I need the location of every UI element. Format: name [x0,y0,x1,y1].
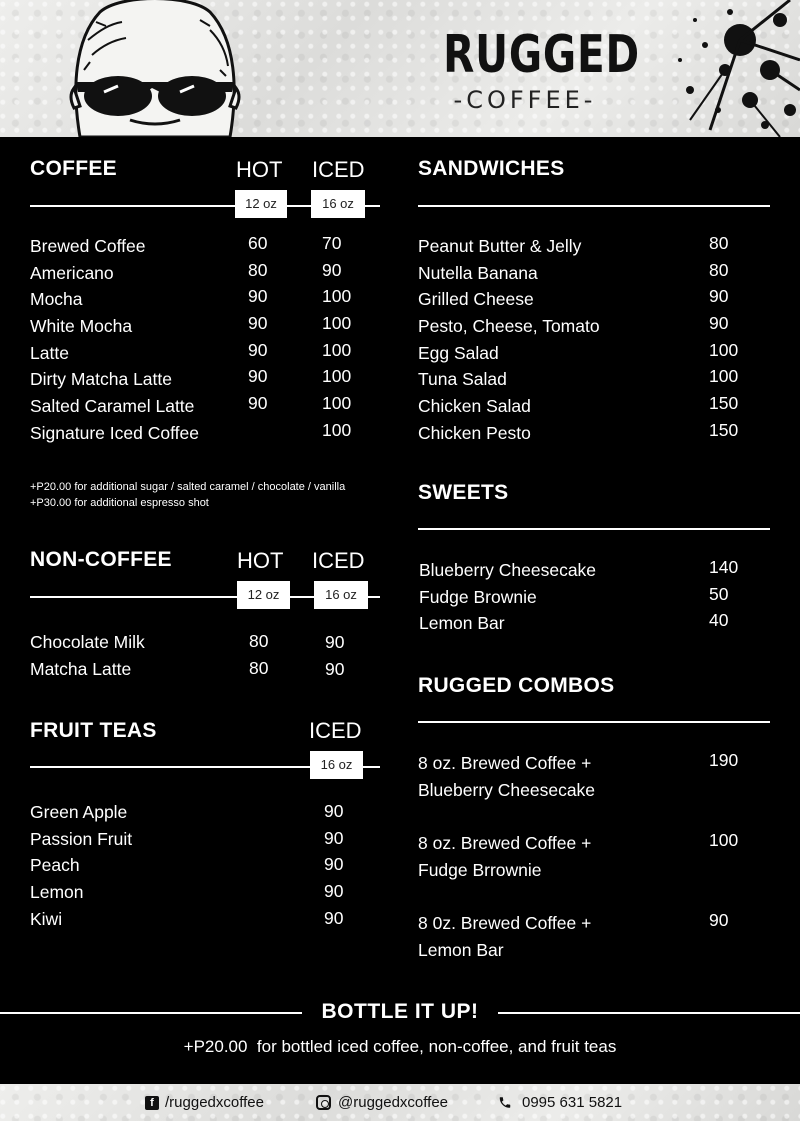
hot-price: 90 [248,339,268,360]
coffee-iced-size-badge: 16 oz [311,190,365,218]
bald-man-sunglasses-illustration [60,0,250,137]
item-name: Chicken Salad [418,396,531,417]
item-name: Latte [30,342,69,363]
item-name: Peanut Butter & Jelly [418,236,582,256]
item-price: 90 [709,286,729,307]
list-item [30,629,390,656]
list-item [30,879,390,906]
non-coffee-section-title: NON-COFFEE [30,548,172,571]
hot-price: 90 [248,286,268,307]
item-name: Nutella Banana [418,262,538,283]
list-item [418,393,778,420]
list-item [30,656,390,683]
list-item [30,852,390,879]
hot-price: 80 [249,631,269,651]
brand-subtitle: -COFFEE- [453,86,597,114]
sweets-section-title: SWEETS [418,481,509,504]
item-price: 150 [709,419,739,440]
sandwiches-list [418,233,778,447]
item-name: Salted Caramel Latte [30,396,195,417]
iced-price: 90 [324,827,344,848]
hot-price: 90 [248,313,268,334]
item-name: Passion Fruit [30,828,133,849]
coffee-hot-size-badge: 12 oz [235,190,287,218]
item-name: Mocha [30,289,83,310]
item-name: Fudge Brownie [419,586,537,607]
combo-item [418,910,778,963]
coffee-section-title: COFFEE [30,157,117,180]
item-name: Green Apple [30,802,128,822]
item-name: Americano [30,262,114,283]
item-name: Peach [30,855,80,876]
instagram-link[interactable] [316,1084,448,1121]
list-item [30,420,390,447]
list-item [30,393,390,420]
instagram-icon [316,1095,331,1110]
list-item [419,584,779,611]
list-item [30,313,390,340]
list-item [418,233,778,260]
list-item [418,286,778,313]
list-item [419,610,779,637]
combos-section-title: RUGGED COMBOS [418,674,615,697]
iced-price: 100 [322,286,352,307]
item-price: 50 [709,583,729,604]
coffee-iced-label: ICED [312,157,365,182]
combo-price: 90 [709,910,729,930]
facebook-link[interactable] [145,1084,264,1121]
hot-price: 60 [248,233,268,253]
fruit-teas-iced-size-badge: 16 oz [310,751,363,779]
iced-price: 90 [325,658,345,679]
bottle-note: +P20.00 for bottled iced coffee, non-coffee, and fruit teas [183,1037,617,1056]
facebook-icon: f [145,1096,159,1110]
iced-price: 90 [325,632,345,652]
combo-line-2: Fudge Brrownie [418,859,542,880]
item-name: White Mocha [30,316,133,337]
non-coffee-hot-size-badge: 12 oz [237,581,290,609]
list-item [30,366,390,393]
iced-price: 90 [322,259,342,280]
list-item [418,420,778,447]
item-name: Grilled Cheese [418,289,534,310]
coffee-hot-label: HOT [236,157,283,182]
list-item [418,260,778,287]
sandwiches-divider [418,205,770,207]
coffee-addon-note: +P30.00 for additional espresso shot [30,497,209,509]
list-item [419,557,779,584]
instagram-handle: @ruggedxcoffee [338,1094,449,1111]
item-name: Brewed Coffee [30,236,146,256]
iced-price: 90 [324,907,344,928]
item-price: 40 [709,610,729,631]
combo-line-2: Blueberry Cheesecake [418,779,596,800]
list-item [30,799,390,826]
item-price: 150 [709,393,739,414]
list-item [418,366,778,393]
footer [0,1084,800,1121]
iced-price: 100 [322,339,352,360]
sandwiches-section-title: SANDWICHES [418,157,565,180]
item-price: 90 [709,313,729,334]
list-item [418,313,778,340]
item-name: Lemon Bar [419,613,505,634]
iced-price: 90 [324,881,344,902]
item-price: 80 [709,259,729,280]
combos-divider [418,721,770,723]
brand-name: RUGGED [443,25,640,85]
fruit-teas-iced-label: ICED [309,718,362,743]
fruit-teas-list [30,799,390,932]
non-coffee-hot-label: HOT [237,548,284,573]
header [0,0,800,137]
iced-price: 100 [322,313,352,334]
non-coffee-iced-size-badge: 16 oz [314,581,368,609]
combo-price: 100 [709,830,739,850]
non-coffee-list [30,629,390,682]
item-name: Chocolate Milk [30,632,145,652]
combo-line-1: 8 oz. Brewed Coffee + [418,753,592,773]
iced-price: 90 [324,854,344,875]
combo-line-2: Lemon Bar [418,939,504,960]
item-price: 100 [709,339,739,360]
iced-price: 100 [322,366,352,387]
list-item [418,340,778,367]
item-price: 80 [709,233,729,253]
hot-price: 80 [248,259,268,280]
combo-item [418,830,778,883]
item-name: Kiwi [30,908,63,929]
item-name: Dirty Matcha Latte [30,369,172,390]
iced-price: 100 [322,419,352,440]
sweets-divider [418,528,770,530]
iced-price: 70 [322,233,342,253]
list-item [30,906,390,933]
bottle-section-title: BOTTLE IT UP! [321,1000,479,1023]
list-item [30,233,390,260]
phone-number: 0995 631 5821 [522,1094,623,1111]
combo-line-1: 8 oz. Brewed Coffee + [418,833,592,853]
item-name: Signature Iced Coffee [30,422,199,443]
item-name: Chicken Pesto [418,422,531,443]
hot-price: 90 [248,393,268,414]
item-name: Tuna Salad [418,369,507,390]
fruit-teas-section-title: FRUIT TEAS [30,719,157,742]
non-coffee-iced-label: ICED [312,548,365,573]
sweets-list [419,557,779,637]
item-price: 100 [709,366,739,387]
combo-price: 190 [709,750,739,770]
item-name: Egg Salad [418,342,499,363]
hot-price: 90 [248,366,268,387]
hot-price: 80 [249,657,269,678]
facebook-handle: /ruggedxcoffee [165,1094,264,1111]
bottle-divider-right [498,1012,800,1014]
list-item [30,826,390,853]
bottle-divider-left [0,1012,302,1014]
list-item [30,340,390,367]
item-name: Pesto, Cheese, Tomato [418,316,600,337]
item-price: 140 [709,557,739,577]
coffee-list [30,233,390,447]
item-name: Blueberry Cheesecake [419,560,597,580]
item-name: Lemon [30,882,84,903]
coffee-addon-note: +P20.00 for additional sugar / salted caramel / chocolate / vanilla [30,481,346,493]
brand-logo [420,22,640,114]
item-name: Matcha Latte [30,658,132,679]
combo-line-1: 8 0z. Brewed Coffee + [418,913,592,933]
list-item [30,286,390,313]
phone-link[interactable] [498,1084,622,1121]
iced-price: 90 [324,801,344,821]
list-item [30,260,390,287]
iced-price: 100 [322,393,352,414]
combo-item [418,750,778,803]
ink-splatter-decoration [630,0,800,137]
phone-icon [498,1095,512,1110]
